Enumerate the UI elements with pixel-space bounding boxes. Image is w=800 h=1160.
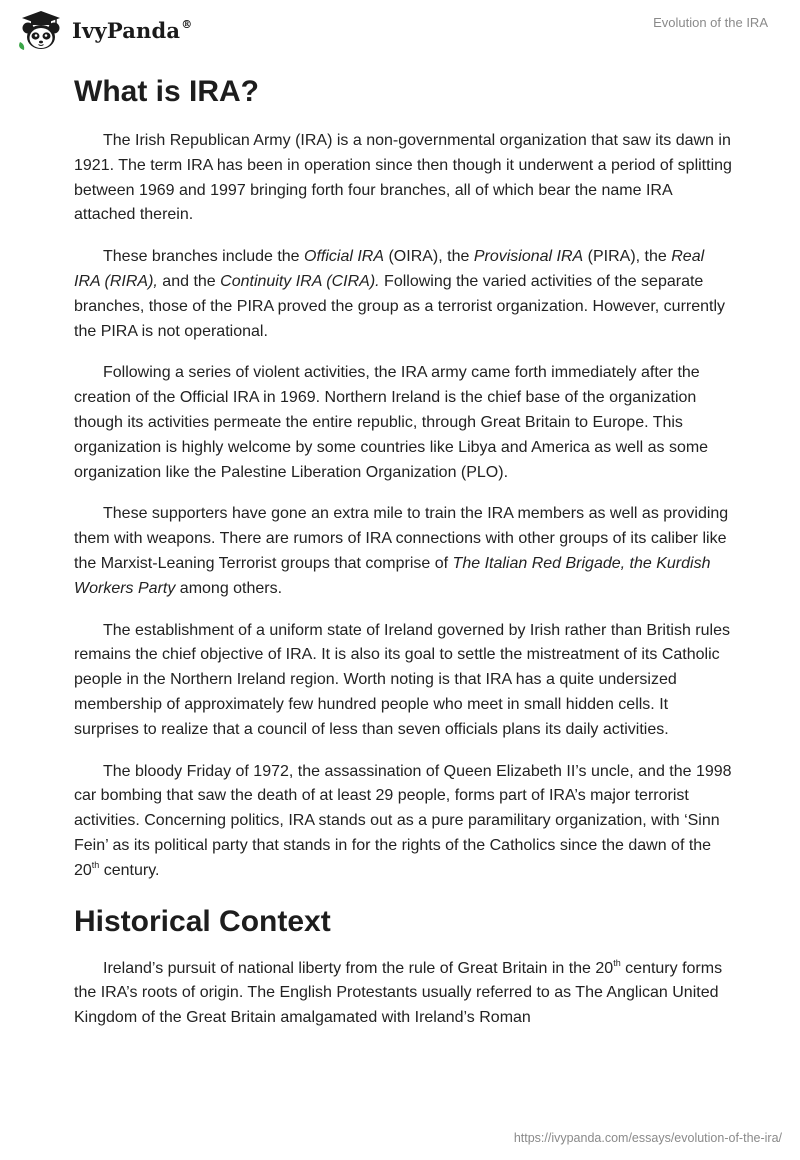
ivypanda-logo[interactable] bbox=[16, 8, 192, 52]
paragraph: Ireland’s pursuit of national liberty from the rule of Great Britain in the 20th century forms the IRA’s roots of origin. The English Protestants usually referred to as The Anglican United Kingdom of the Great Britain amalgamated with Ireland’s Roman bbox=[74, 957, 723, 1027]
italic-term: Continuity IRA (CIRA). bbox=[220, 272, 380, 290]
source-url[interactable]: https://ivypanda.com/essays/evolution-of-the-ira/ bbox=[513, 1131, 782, 1145]
section-heading-what-is-ira: What is IRA? bbox=[74, 75, 259, 108]
page-header bbox=[0, 0, 800, 60]
paragraph: These branches include the Official IRA (OIRA), the Provisional IRA (PIRA), the Real IRA (RIRA), and the Continuity IRA (CIRA). Following the varied activities of the separate branches, those of the PIRA proved the group as a terrorist organization. However, currently the PIRA is not operational. bbox=[74, 248, 726, 340]
logo-name: IvyPanda bbox=[72, 17, 181, 43]
paragraph: The bloody Friday of 1972, the assassination of Queen Elizabeth II’s uncle, and the 1998 car bombing that saw the death of at least 29 people, forms part of IRA’s major terrorist activities. Concerning politics, IRA stands out as a pure paramilitary organization, with ‘Sinn Fein’ as its political party that stands in for the rights of the Catholics since the dawn of the 20th century. bbox=[74, 762, 732, 879]
document-title: Evolution of the IRA bbox=[653, 15, 768, 30]
superscript: th bbox=[91, 859, 100, 870]
paragraph: Following a series of violent activities, the IRA army came forth immediately after the creation of the Official IRA in 1969. Northern Ireland is the chief base of the organization though its activities permeate the entire republic, through Great Britain to Europe. This organization is highly welcome by some countries like Libya and America as well as some organization like the Palestine Liberation Organization (PLO). bbox=[74, 364, 709, 481]
italic-term: The Italian Red Brigade, the Kurdish Workers Party bbox=[74, 554, 711, 597]
paragraph: The Irish Republican Army (IRA) is a non-governmental organization that saw its dawn in 1921. The term IRA has been in operation since then though it underwent a period of splitting between 1969 and 1997 bringing forth four branches, all of which bear the name IRA attached therein. bbox=[74, 132, 732, 224]
superscript: th bbox=[613, 957, 621, 968]
section-heading-historical-context: Historical Context bbox=[74, 904, 331, 938]
paragraph: These supporters have gone an extra mile to train the IRA members as well as providing them with weapons. There are rumors of IRA connections with other groups of its caliber like the Marxist-Leaning Terrorist groups that comprise of The Italian Red Brigade, the Kurdish Workers Party among others. bbox=[74, 505, 729, 597]
italic-term: Real IRA (RIRA), bbox=[74, 248, 705, 290]
italic-term: Official IRA bbox=[304, 248, 385, 266]
paragraph: The establishment of a uniform state of Ireland governed by Irish rather than British rules remains the chief objective of IRA. It is also its goal to settle the mistreatment of its Catholic people in the Northern Ireland region. Worth noting is that IRA has a quite undersized membership of approximately few hundred people who meet in small hidden cells. It surprises to realize that a council of less than seven officials plans its daily activities. bbox=[74, 621, 730, 738]
registered-mark: ® bbox=[181, 17, 193, 31]
panda-logo-icon bbox=[16, 8, 66, 52]
essay-content bbox=[74, 72, 734, 1048]
italic-term: Provisional IRA bbox=[473, 248, 584, 266]
